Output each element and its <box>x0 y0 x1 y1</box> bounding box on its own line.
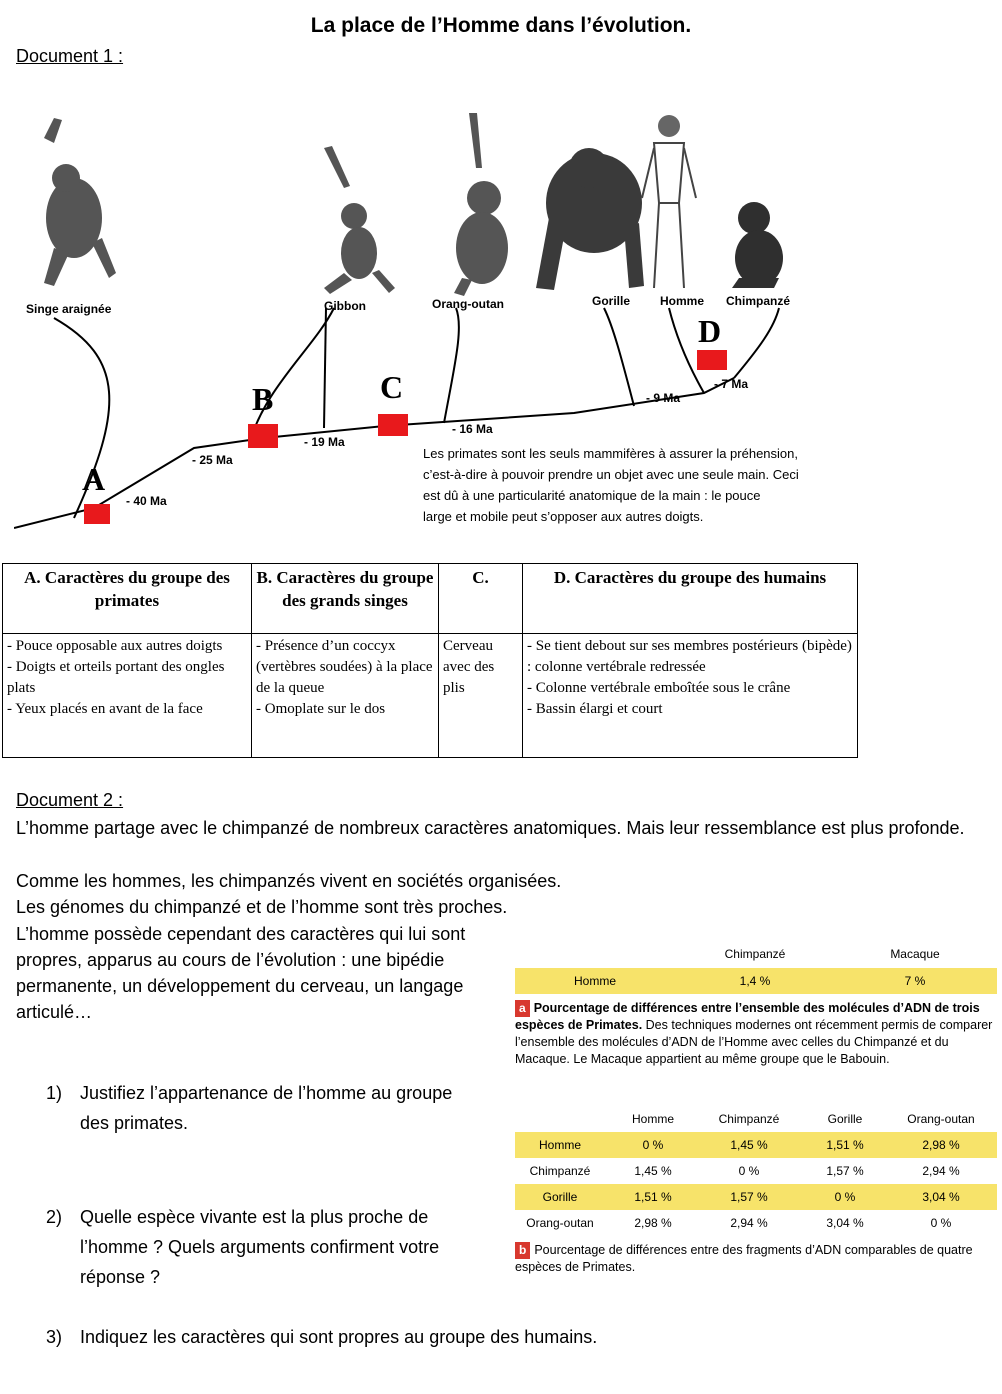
question-2-text: Quelle espèce vivante est la plus proche de l’homme ? Quels arguments confirment votre réponse ? <box>80 1207 440 1287</box>
table-b-cell: 0 % <box>834 1190 856 1204</box>
prehension-note-line: Les primates sont les seuls mammifères à assurer la préhension, <box>423 446 798 461</box>
table-b-cell: 0 % <box>642 1138 664 1152</box>
characters-table <box>2 563 858 758</box>
table-a-col-macaque: Macaque <box>890 947 940 961</box>
letter-b: B <box>252 381 274 417</box>
document-2-label: Document 2 : <box>16 790 124 810</box>
age-label-7: - 7 Ma <box>714 377 749 391</box>
doc2-paragraph-2: Comme les hommes, les chimpanzés vivent en sociétés organisées. <box>16 871 562 891</box>
header-grands-singes: B. Caractères du groupe des grands singes <box>252 564 439 634</box>
species-label-chimpanze: Chimpanzé <box>726 294 791 308</box>
marker-d <box>697 350 727 370</box>
table-b-row-header: Chimpanzé <box>529 1164 591 1178</box>
table-b-row-header: Orang-outan <box>526 1216 594 1230</box>
table-row <box>515 1158 997 1184</box>
table-row <box>515 1184 997 1210</box>
species-label-singe-araignee: Singe araignée <box>26 302 112 316</box>
prehension-note-line: c’est-à-dire à pouvoir prendre un objet avec une seule main. Ceci <box>423 467 799 482</box>
question-2-number: 2) <box>46 1207 63 1227</box>
table-a-row-homme: Homme <box>573 974 616 988</box>
table-b-cell: 1,45 % <box>730 1138 768 1152</box>
table-b-cell: 1,45 % <box>634 1164 672 1178</box>
age-label-40: - 40 Ma <box>126 494 167 508</box>
table-a-badge: a <box>515 1000 530 1017</box>
table-b-col-homme: Homme <box>631 1112 674 1126</box>
marker-a <box>84 504 110 524</box>
species-label-orang-outan: Orang-outan <box>432 297 504 311</box>
table-b-col-gorille: Gorille <box>827 1112 863 1126</box>
doc2-paragraph-3: Les génomes du chimpanzé et de l’homme sont très proches. <box>16 897 508 917</box>
table-b-col-chimpanze: Chimpanzé <box>718 1112 780 1126</box>
species-label-homme: Homme <box>660 294 705 308</box>
question-3 <box>46 1322 946 1352</box>
table-b-cell: 0 % <box>930 1216 952 1230</box>
table-b-row-header: Homme <box>538 1138 581 1152</box>
table-b-cell: 2,94 % <box>730 1216 768 1230</box>
question-1-text: Justifiez l’appartenance de l’homme au groupe des primates. <box>80 1083 453 1133</box>
cell-primates: - Pouce opposable aux autres doigts - Doigts et orteils portant des ongles plats - Yeux placés en avant de la face <box>3 634 252 758</box>
cell-grands-singes: - Présence d’un coccyx (vertèbres soudées) à la place de la queue - Omoplate sur le dos <box>252 634 439 758</box>
table-a-value: 1,4 % <box>739 974 771 988</box>
prehension-note-line: est dû à une particularité anatomique de la main : le pouce <box>423 488 761 503</box>
table-b-cell: 1,51 % <box>634 1190 672 1204</box>
header-primates: A. Caractères du groupe des primates <box>3 564 252 634</box>
age-label-9: - 9 Ma <box>646 391 681 405</box>
cell-humains: - Se tient debout sur ses membres postérieurs (bipède) : colonne vertébrale redressée - Colonne vertébrale emboîtée sous le crâne - Bassin élargi et court <box>523 634 858 758</box>
table-b-cell: 2,98 % <box>634 1216 672 1230</box>
species-label-gibbon: Gibbon <box>324 299 366 313</box>
prehension-note-line: large et mobile peut s’opposer aux autres doigts. <box>423 509 704 524</box>
page-title: La place de l’Homme dans l’évolution. <box>310 14 692 37</box>
table-a <box>515 940 997 1068</box>
table-b-row-header: Gorille <box>542 1190 578 1204</box>
doc2-paragraph-1: L’homme partage avec le chimpanzé de nombreux caractères anatomiques. Mais leur ressemblance est plus profonde. <box>16 818 965 838</box>
cell-c: Cerveau avec des plis <box>439 634 523 758</box>
letter-a: A <box>82 461 106 497</box>
table-b-cell: 2,98 % <box>922 1138 960 1152</box>
table-b-badge: b <box>515 1242 530 1259</box>
species-label-gorille: Gorille <box>592 294 631 308</box>
table-a-col-chimpanze: Chimpanzé <box>724 947 786 961</box>
question-3-number: 3) <box>46 1327 63 1347</box>
table-b-cell: 3,04 % <box>922 1190 960 1204</box>
table-b-cell: 2,94 % <box>922 1164 960 1178</box>
question-3-text: Indiquez les caractères qui sont propres au groupe des humains. <box>80 1327 598 1347</box>
letter-d: D <box>698 313 722 349</box>
table-row <box>515 1132 997 1158</box>
age-label-19: - 19 Ma <box>304 435 345 449</box>
prehension-note <box>423 443 808 527</box>
question-1 <box>46 1078 476 1138</box>
table-b-caption-text: Pourcentage de différences entre des fragments d’ADN comparables de quatre espèces de Primates. <box>515 1243 973 1274</box>
table-b-cell: 3,04 % <box>826 1216 864 1230</box>
table-a-caption <box>515 1000 997 1068</box>
age-label-16: - 16 Ma <box>452 422 493 436</box>
table-a-caption-text: Des techniques modernes ont récemment permis de comparer l’ensemble des molécules d’ADN de l’Homme avec celles du Chimpanzé et du Macaque. Le Macaque appartient au même groupe que le Babouin. <box>515 1018 993 1066</box>
header-humains: D. Caractères du groupe des humains <box>523 564 858 634</box>
table-row <box>515 1210 997 1236</box>
document-1-label: Document 1 : <box>16 46 124 66</box>
doc2-paragraph-4: L’homme possède cependant des caractères qui lui sont propres, apparus au cours de l’évolution : une bipédie permanente, un développement du cerveau, un langage articulé… <box>16 924 466 1022</box>
table-a-value: 7 % <box>904 974 926 988</box>
question-2 <box>46 1202 496 1292</box>
letter-c: C <box>380 369 404 405</box>
table-a-caption-title: Pourcentage de différences entre l’ensemble des molécules d’ADN de trois espèces de Primates. <box>515 1001 980 1032</box>
question-1-number: 1) <box>46 1083 63 1103</box>
table-b-cell: 1,51 % <box>826 1138 864 1152</box>
table-b-cell: 1,57 % <box>730 1190 768 1204</box>
table-b-cell: 1,57 % <box>826 1164 864 1178</box>
table-b-caption <box>515 1242 997 1276</box>
table-b <box>515 1106 997 1276</box>
marker-c <box>378 414 408 436</box>
age-label-25: - 25 Ma <box>192 453 233 467</box>
table-b-cell: 0 % <box>738 1164 760 1178</box>
header-c: C. <box>439 564 523 634</box>
table-b-col-orang-outan: Orang-outan <box>907 1112 975 1126</box>
marker-b <box>248 424 278 448</box>
